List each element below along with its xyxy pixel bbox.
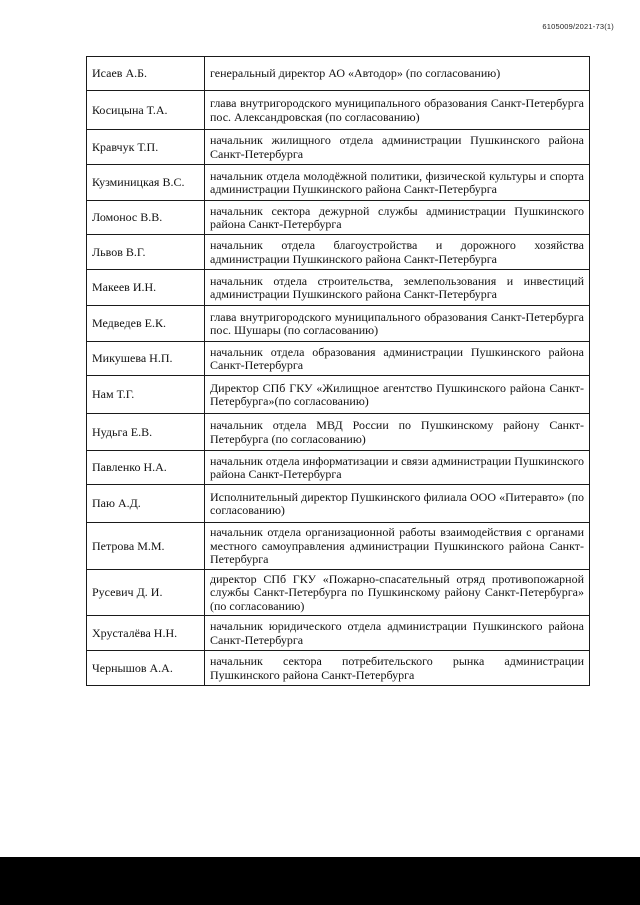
table-row <box>87 342 590 376</box>
member-name: Макеев И.Н. <box>87 270 205 306</box>
member-role: начальник отдела образования администрации Пушкинского района Санкт-Петербурга <box>205 342 590 376</box>
member-role: Директор СПб ГКУ «Жилищное агентство Пушкинского района Санкт-Петербурга»(по согласованию) <box>205 376 590 414</box>
document-id: 6105009/2021-73(1) <box>542 22 614 31</box>
table-row <box>87 569 590 616</box>
member-name: Павленко Н.А. <box>87 451 205 485</box>
table-row <box>87 130 590 165</box>
member-name: Петрова М.М. <box>87 523 205 570</box>
member-name: Чернышов А.А. <box>87 651 205 686</box>
member-role: генеральный директор АО «Автодор» (по согласованию) <box>205 57 590 91</box>
table-row <box>87 165 590 201</box>
member-name: Нудьга Е.В. <box>87 414 205 451</box>
member-role: начальник отдела молодёжной политики, физической культуры и спорта администрации Пушкинского района Санкт-Петербурга <box>205 165 590 201</box>
member-role: начальник жилищного отдела администрации Пушкинского района Санкт-Петербурга <box>205 130 590 165</box>
member-role: начальник юридического отдела администрации Пушкинского района Санкт-Петербурга <box>205 616 590 651</box>
table-row <box>87 451 590 485</box>
table-row <box>87 91 590 130</box>
table-row <box>87 376 590 414</box>
table-row <box>87 57 590 91</box>
member-name: Медведев Е.К. <box>87 306 205 342</box>
table-row <box>87 306 590 342</box>
member-name: Исаев А.Б. <box>87 57 205 91</box>
member-name: Ломонос В.В. <box>87 201 205 235</box>
table-row <box>87 201 590 235</box>
scan-bottom-border <box>0 857 640 905</box>
member-role: начальник сектора потребительского рынка администрации Пушкинского района Санкт-Петербурга <box>205 651 590 686</box>
table-row <box>87 235 590 270</box>
member-role: начальник сектора дежурной службы администрации Пушкинского района Санкт-Петербурга <box>205 201 590 235</box>
member-role: глава внутригородского муниципального образования Санкт-Петербурга пос. Александровская (по согласованию) <box>205 91 590 130</box>
member-role: начальник отдела благоустройства и дорожного хозяйства администрации Пушкинского района Санкт-Петербурга <box>205 235 590 270</box>
table-row <box>87 270 590 306</box>
member-role: директор СПб ГКУ «Пожарно-спасательный отряд противопожарной службы Санкт-Петербурга по Пушкинскому району Санкт-Петербурга» (по согласованию) <box>205 569 590 616</box>
member-name: Львов В.Г. <box>87 235 205 270</box>
table-row <box>87 523 590 570</box>
member-role: начальник отдела организационной работы взаимодействия с органами местного самоуправления администрации Пушкинского района Санкт-Петербурга <box>205 523 590 570</box>
member-name: Кравчук Т.П. <box>87 130 205 165</box>
members-table <box>86 56 590 686</box>
member-name: Нам Т.Г. <box>87 376 205 414</box>
table-row <box>87 651 590 686</box>
member-name: Кузминицкая В.С. <box>87 165 205 201</box>
member-role: начальник отдела МВД России по Пушкинскому району Санкт-Петербурга (по согласованию) <box>205 414 590 451</box>
member-role: глава внутригородского муниципального образования Санкт-Петербурга пос. Шушары (по согласованию) <box>205 306 590 342</box>
member-name: Микушева Н.П. <box>87 342 205 376</box>
table-row <box>87 616 590 651</box>
member-role: начальник отдела строительства, землепользования и инвестиций администрации Пушкинского района Санкт-Петербурга <box>205 270 590 306</box>
member-role: Исполнительный директор Пушкинского филиала ООО «Питеравто» (по согласованию) <box>205 485 590 523</box>
member-name: Косицына Т.А. <box>87 91 205 130</box>
members-table-body <box>87 57 590 686</box>
member-name: Паю А.Д. <box>87 485 205 523</box>
table-row <box>87 485 590 523</box>
member-name: Русевич Д. И. <box>87 569 205 616</box>
table-row <box>87 414 590 451</box>
member-role: начальник отдела информатизации и связи администрации Пушкинского района Санкт-Петербурга <box>205 451 590 485</box>
member-name: Хрусталёва Н.Н. <box>87 616 205 651</box>
